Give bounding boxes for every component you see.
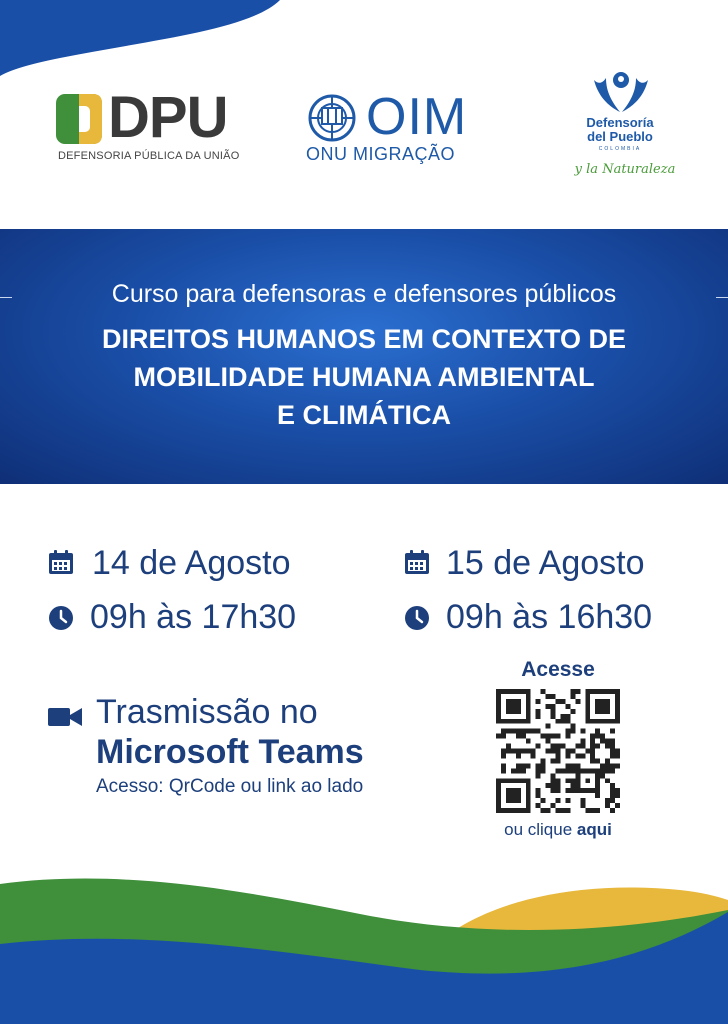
clock-icon — [404, 605, 430, 631]
course-title-line3: E CLIMÁTICA — [277, 400, 451, 430]
qr-title: Acesse — [521, 658, 595, 681]
video-camera-icon — [48, 706, 82, 728]
course-title — [20, 320, 708, 434]
course-title-line2: MOBILIDADE HUMANA AMBIENTAL — [133, 362, 595, 392]
defensoria-logo — [570, 66, 680, 186]
dpu-subtitle: DEFENSORIA PÚBLICA DA UNIÃO — [58, 150, 240, 162]
hands-emblem-icon — [590, 66, 652, 116]
course-subtitle: Curso para defensoras e defensores públicos — [111, 280, 617, 308]
defensoria-tagline: y la Naturaleza — [574, 162, 676, 177]
oim-logo — [304, 88, 494, 164]
dpu-logo — [56, 85, 246, 164]
oim-subtitle: ONU MIGRAÇÃO — [306, 144, 456, 164]
teams-platform: Microsoft Teams — [96, 733, 364, 771]
dpu-wordmark: DPU — [108, 85, 228, 150]
defensoria-name — [570, 116, 670, 144]
defensoria-country: COLOMBIA — [598, 146, 642, 152]
calendar-icon — [48, 549, 74, 575]
day2-time: 09h às 16h30 — [446, 598, 653, 636]
day1-time: 09h às 17h30 — [90, 598, 297, 636]
access-instructions: Acesso: QrCode ou link ao lado — [96, 776, 364, 797]
defensoria-name-line2: del Pueblo — [587, 129, 653, 144]
course-title-line1: DIREITOS HUMANOS EM CONTEXTO DE — [101, 324, 627, 354]
calendar-icon — [404, 549, 430, 575]
un-emblem-icon — [304, 94, 360, 142]
clock-icon — [48, 605, 74, 631]
bottom-wave-decoration — [0, 840, 728, 1024]
day2-date: 15 de Agosto — [446, 544, 645, 582]
qr-link-text — [480, 820, 636, 840]
broadcast-label: Trasmissão no — [96, 693, 318, 731]
oim-wordmark: OIM — [366, 88, 468, 146]
defensoria-name-line1: Defensoría — [586, 115, 654, 130]
day1-date: 14 de Agosto — [92, 544, 291, 582]
qr-code[interactable] — [496, 689, 620, 813]
dpu-mark-icon — [56, 94, 102, 144]
click-here-link[interactable]: aqui — [576, 820, 612, 839]
qr-link-prefix: ou clique — [504, 820, 573, 839]
